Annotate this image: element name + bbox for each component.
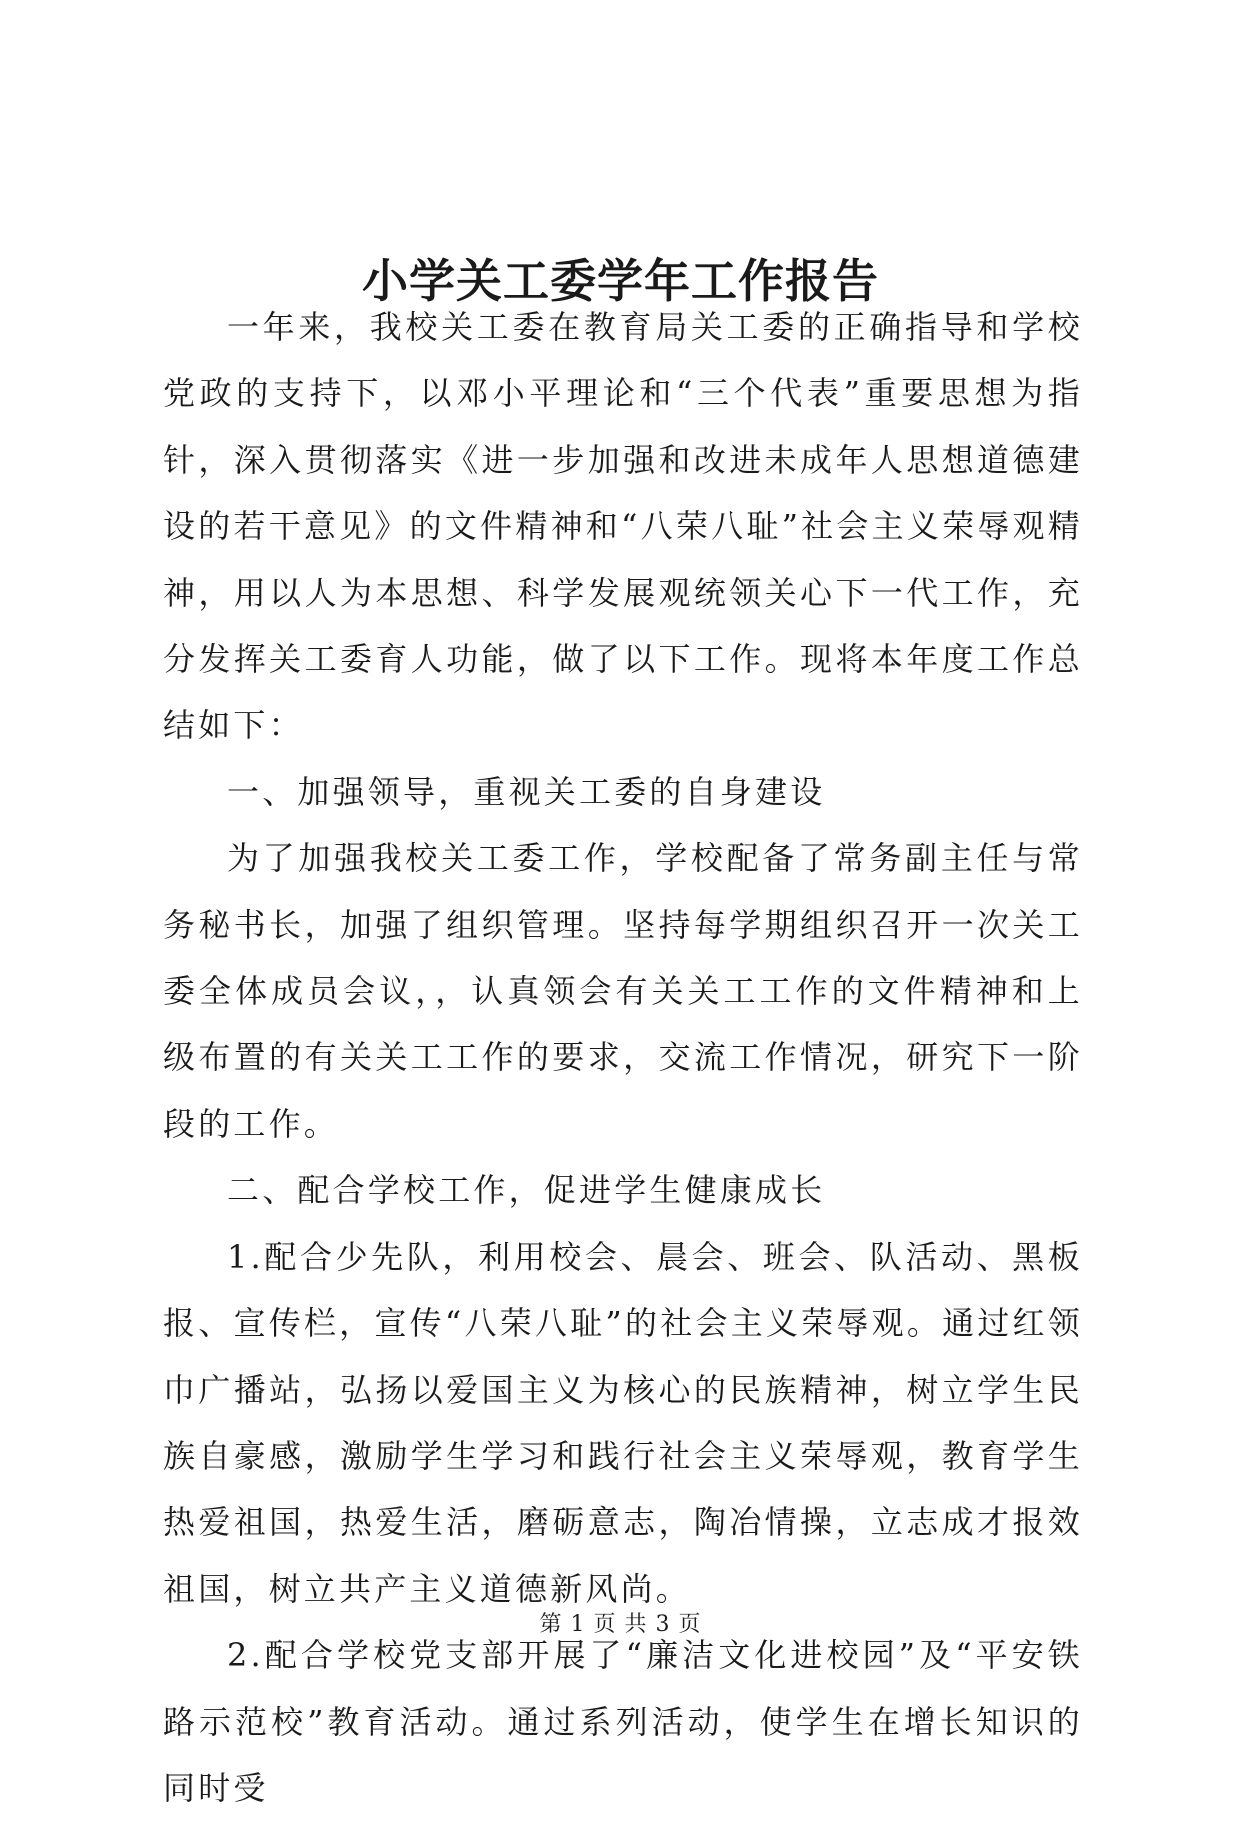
paragraph-item-1: 1.配合少先队，利用校会、晨会、班会、队活动、黑板报、宣传栏，宣传“八荣八耻”的社会主义荣辱观。通过红领巾广播站，弘扬以爱国主义为核心的民族精神，树立学生民族自豪感，激励学生学习和践行社会主义荣辱观，教育学生热爱祖国，热爱生活，磨砺意志，陶冶情操，立志成才报效祖国，树立共产主义道德新风尚。 — [163, 1237, 1083, 1608]
document-body — [163, 294, 1083, 1821]
section-heading-1: 一、加强领导，重视关工委的自身建设 — [227, 772, 826, 811]
section-heading-2: 二、配合学校工作，促进学生健康成长 — [227, 1171, 826, 1210]
page-footer: 第 1 页 共 3 页 — [539, 1612, 702, 1637]
paragraph-item-2: 2.配合学校党支部开展了“廉洁文化进校园”及“平安铁路示范校”教育活动。通过系列活动，使学生在增长知识的同时受 — [163, 1636, 1083, 1807]
document-title: 小学关工委学年工作报告 — [362, 253, 879, 308]
paragraph-intro: 一年来，我校关工委在教育局关工委的正确指导和学校党政的支持下，以邓小平理论和“三个代表”重要思想为指针，深入贯彻落实《进一步加强和改进未成年人思想道德建设的若干意见》的文件精神和“八荣八耻”社会主义荣辱观精神，用以人为本思想、科学发展观统领关心下一代工作，充分发挥关工委育人功能，做了以下工作。现将本年度工作总结如下： — [163, 308, 1083, 745]
paragraph-section-1: 为了加强我校关工委工作，学校配备了常务副主任与常务秘书长，加强了组织管理。坚持每学期组织召开一次关工委全体成员会议，，认真领会有关关工工作的文件精神和上级布置的有关关工工作的要求，交流工作情况，研究下一阶段的工作。 — [163, 839, 1083, 1143]
